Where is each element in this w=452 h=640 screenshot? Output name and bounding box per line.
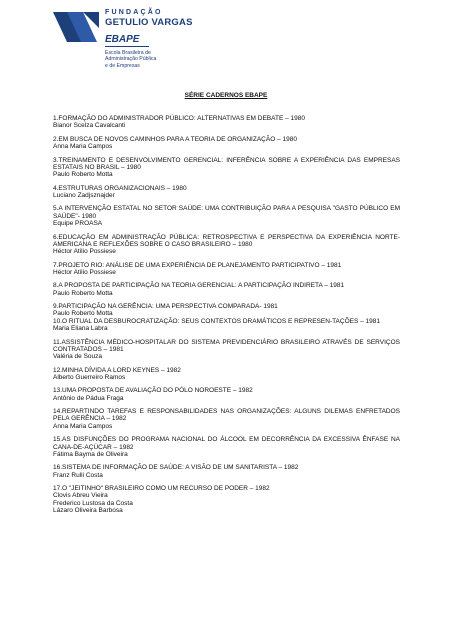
fundacao-text: FUNDAÇÃO: [105, 9, 163, 16]
publication-title: 11.ASSISTÊNCIA MÉDICO-HOSPITALAR DO SISTEMA PREVIDENCIÁRIO BRASILEIRO ATRAVÉS DE SERVIÇOS CONTRATADOS – 1981: [53, 338, 400, 353]
publication-entry: [53, 282, 400, 297]
publication-title: 16.SISTEMA DE INFORMAÇÃO DE SAÚDE: A VISÃO DE UM SANITARISTA – 1982: [53, 464, 299, 472]
fgv-ebape-header: [53, 8, 253, 88]
publication-entry: [53, 205, 400, 227]
publication-entry: [53, 485, 400, 514]
publication-title: 7.PROJETO RIO: ANÁLISE DE UMA EXPERIÊNCIA DE PLANEJAMENTO PARTICIPATIVO – 1981: [53, 261, 342, 269]
publication-entry: [53, 185, 400, 200]
publication-author: Alberto Guerreiro Ramos: [53, 373, 126, 381]
publication-entry: [53, 436, 400, 458]
publication-entry: [53, 339, 400, 361]
publication-author: Paulo Roberto Motta: [53, 289, 113, 297]
publication-author: Anna Maria Campos: [53, 143, 113, 151]
publication-title: 5.A INTERVENÇÃO ESTATAL NO SETOR SAÚDE: UMA CONTRIBUIÇÃO PARA A PESQUISA "GASTO PÚBLICO EM SAÚDE"- 1980: [53, 205, 400, 220]
publication-title: 1.FORMAÇÃO DO ADMINISTRADOR PÚBLICO: ALTERNATIVAS EM DEBATE – 1980: [53, 115, 305, 122]
publication-title: 17.O "JEITINHO" BRASILEIRO COMO UM RECURSO DE PODER – 1982: [53, 485, 270, 493]
publication-author: Paulo Roberto Motta: [53, 171, 113, 179]
publication-author: Equipe PROASA: [53, 220, 103, 228]
publication-title: 6.EDUCAÇÃO EM ADMINISTRAÇÃO PÚBLICA: RETROSPECTIVA E PERSPECTIVA DA EXPERIÊNCIA NORTE-AMERICANA E REFLEXÕES SOBRE O CASO BRASILEIRO – 1980: [53, 233, 400, 248]
fgv-logo-icon: [53, 8, 99, 46]
publication-title: 2.EM BUSCA DE NOVOS CAMINHOS PARA A TEORIA DE ORGANIZAÇÃO – 1980: [53, 135, 297, 143]
publication-title: 15.AS DISFUNÇÕES DO PROGRAMA NACIONAL DO ÁLCOOL EM DECORRÊNCIA DA EXCESSIVA ÊNFASE NA CANA-DE-AÇÚCAR – 1982: [53, 436, 400, 451]
publication-entry: [53, 115, 400, 130]
publication-author: Antônio de Pádua Fraga: [53, 394, 124, 402]
publication-entry: [53, 262, 400, 277]
getulio-vargas-text: GETULIO VARGAS: [105, 17, 193, 28]
publication-title: 10.O RITUAL DA DESBUROCRATIZAÇÃO: SEUS CONTEXTOS DRAMÁTICOS E REPRESEN-TAÇÕES – 1981: [53, 317, 380, 325]
publication-author: Bianor Scelza Cavalcanti: [53, 122, 126, 130]
publication-author: Fátima Bayma de Oliveira: [53, 450, 128, 458]
publication-author: Lázaro Oliveira Barbosa: [53, 506, 123, 514]
publication-author: Franz Rulli Costa: [53, 471, 103, 479]
page-title: SÉRIE CADERNOS EBAPE: [184, 92, 268, 99]
publication-entry: [53, 367, 400, 382]
publication-list: [53, 115, 400, 520]
publication-entry: [53, 303, 400, 318]
ebape-subtitle-line: Escola Brasileira de: [105, 50, 151, 56]
publication-entry: [53, 157, 400, 179]
publication-title: 9.PARTICIPAÇÃO NA GERÊNCIA: UMA PERSPECTIVA COMPARADA- 1981: [53, 303, 278, 311]
publication-author: Frederico Lustosa da Costa: [53, 499, 133, 507]
publication-title: 13.UMA PROPOSTA DE AVALIAÇÃO DO PÓLO NOROESTE – 1982: [53, 387, 253, 395]
publication-title: 3.TREINAMENTO E DESENVOLVIMENTO GERENCIAL: INFERÊNCIA SOBRE A EXPERIÊNCIA DAS EMPRESAS ESTATAIS NO BRASIL – 1980: [53, 156, 400, 171]
publication-author: Valéria de Souza: [53, 353, 103, 361]
publication-author: Luciano Zadjsznajder: [53, 191, 115, 199]
publication-entry: [53, 318, 400, 333]
publication-entry: [53, 464, 400, 479]
ebape-subtitle-line: Administração Pública: [105, 56, 157, 63]
publication-title: 14.REPARTINDO TAREFAS E RESPONSABILIDADES NAS ORGANIZAÇÕES: ALGUNS DILEMAS ENFRETADOS PELA GERÊNCIA – 1982: [53, 408, 400, 423]
publication-author: Héctor Atilio Possiese: [53, 248, 116, 256]
publication-author: Maria Eliana Labra: [53, 325, 108, 333]
publication-author: Anna Maria Campos: [53, 422, 113, 430]
logo-wordmark: [105, 9, 193, 28]
publication-author: Paulo Roberto Motta: [53, 310, 113, 318]
ebape-block: [105, 34, 185, 69]
publication-entry: [53, 387, 400, 402]
ebape-subtitle-line: e de Empresas: [105, 62, 140, 69]
ebape-subtitle: [105, 50, 185, 69]
publication-title: 12.MINHA DÍVIDA A LORD KEYNES – 1982: [53, 366, 181, 374]
publication-title: 8.A PROPOSTA DE PARTICIPAÇÃO NA TEORIA GERENCIAL: A PARTICIPAÇÃO INDIRETA – 1981: [53, 282, 345, 290]
publication-entry: [53, 408, 400, 430]
publication-author: Héctor Atilio Possiese: [53, 268, 116, 276]
publication-author: Clovis Abreu Vieira: [53, 492, 108, 500]
publication-entry: [53, 136, 400, 151]
publication-entry: [53, 234, 400, 256]
ebape-text: EBAPE: [105, 34, 149, 47]
publication-title: 4.ESTRUTURAS ORGANIZACIONAIS – 1980: [53, 184, 187, 192]
